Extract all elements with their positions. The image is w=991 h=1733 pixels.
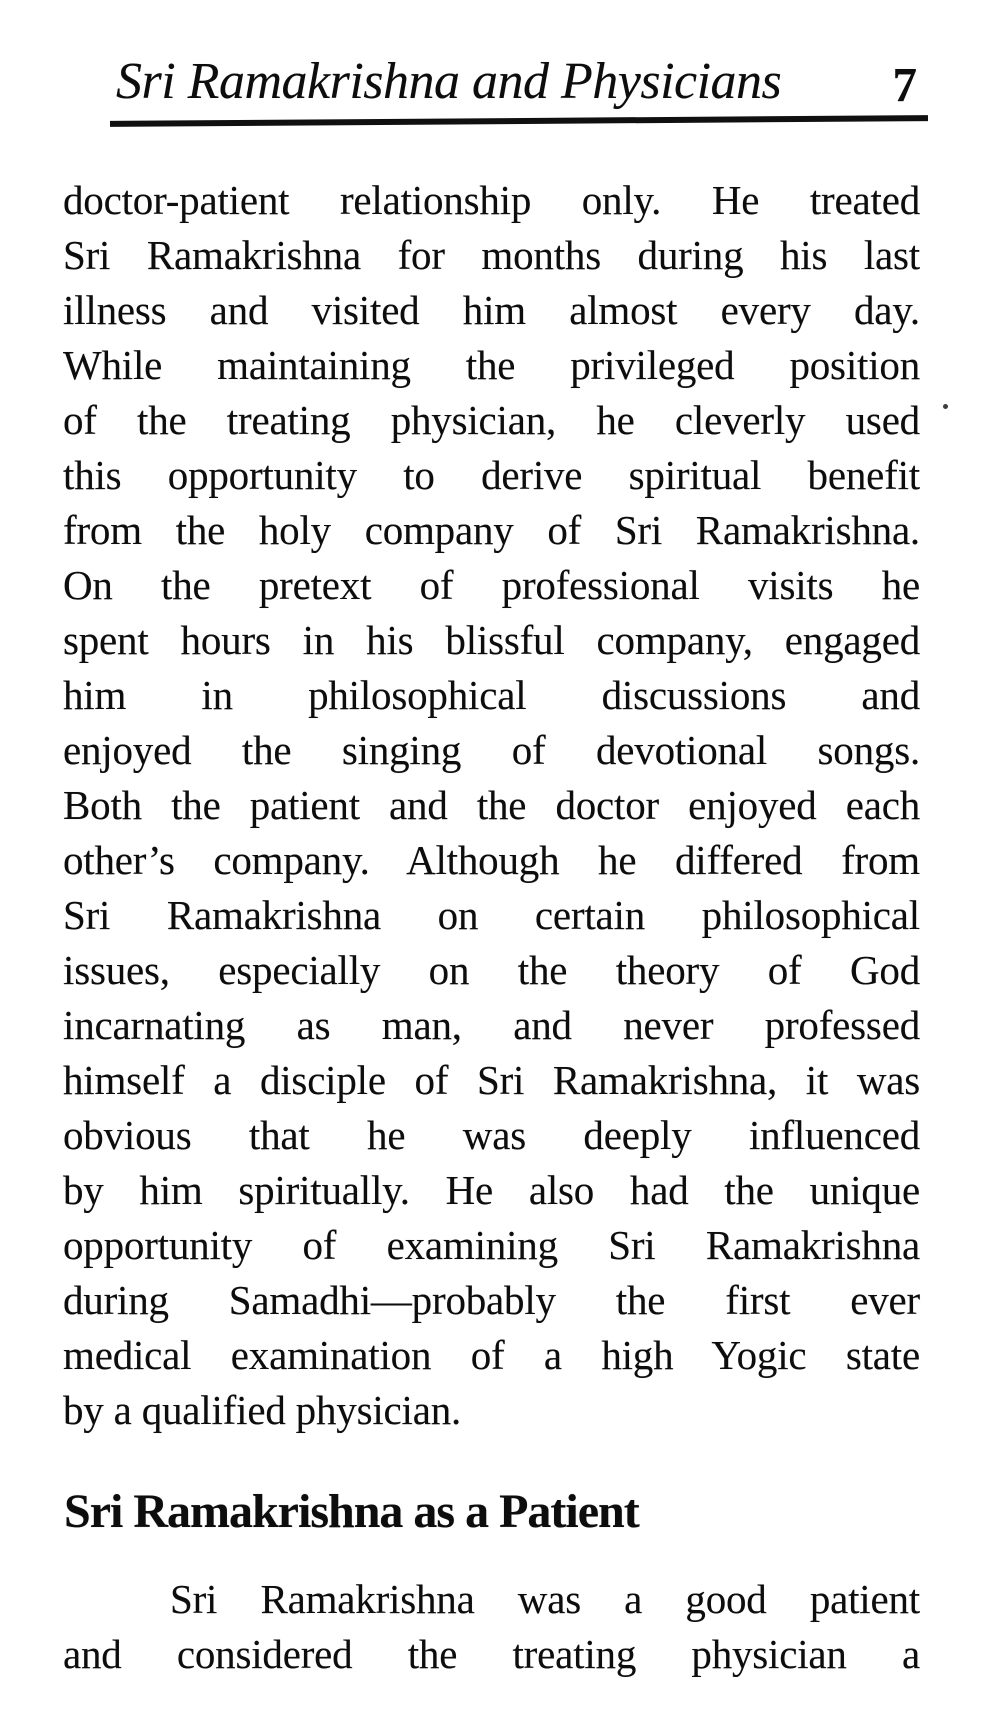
text-line: by him spiritually. He also had the unique [63, 1167, 920, 1213]
text-line: Sri Ramakrishna on certain philosophical [63, 892, 920, 938]
text-line: of the treating physician, he cleverly used [63, 397, 920, 443]
text-line: doctor-patient relationship only. He treated [63, 177, 920, 223]
text-line: illness and visited him almost every day. [63, 287, 920, 333]
text-line: this opportunity to derive spiritual benefit [63, 452, 920, 498]
section-heading: Sri Ramakrishna as a Patient [64, 1485, 639, 1538]
text-line: enjoyed the singing of devotional songs. [63, 727, 920, 773]
text-line: obvious that he was deeply influenced [63, 1112, 920, 1158]
text-line: opportunity of examining Sri Ramakrishna [63, 1222, 920, 1268]
text-line: himself a disciple of Sri Ramakrishna, it was [63, 1057, 920, 1103]
text-line: during Samadhi—probably the first ever [63, 1277, 920, 1323]
text-line: Sri Ramakrishna for months during his last [63, 232, 920, 278]
text-line: incarnating as man, and never professed [63, 1002, 920, 1048]
text-line: and considered the treating physician a [63, 1631, 920, 1677]
text-line: issues, especially on the theory of God [63, 947, 920, 993]
text-line: him in philosophical discussions and [63, 672, 920, 718]
text-line: Sri Ramakrishna was a good patient [170, 1576, 920, 1622]
page-number: 7 [892, 57, 917, 112]
text-line: medical examination of a high Yogic state [63, 1332, 920, 1378]
text-line: While maintaining the privileged position [63, 342, 920, 388]
text-line: spent hours in his blissful company, engaged [63, 617, 920, 663]
text-line: from the holy company of Sri Ramakrishna. [63, 507, 920, 553]
text-line: other’s company. Although he differed from [63, 837, 920, 883]
header-rule [110, 115, 928, 127]
running-header-title: Sri Ramakrishna and Physicians [116, 53, 782, 110]
body-paragraph-new [63, 1572, 920, 1682]
text-line: On the pretext of professional visits he [63, 562, 920, 608]
text-line: Both the patient and the doctor enjoyed each [63, 782, 920, 828]
text-line: by a qualified physician. [63, 1387, 462, 1433]
body-paragraph-continued [63, 173, 920, 1438]
scan-speck [943, 404, 948, 409]
